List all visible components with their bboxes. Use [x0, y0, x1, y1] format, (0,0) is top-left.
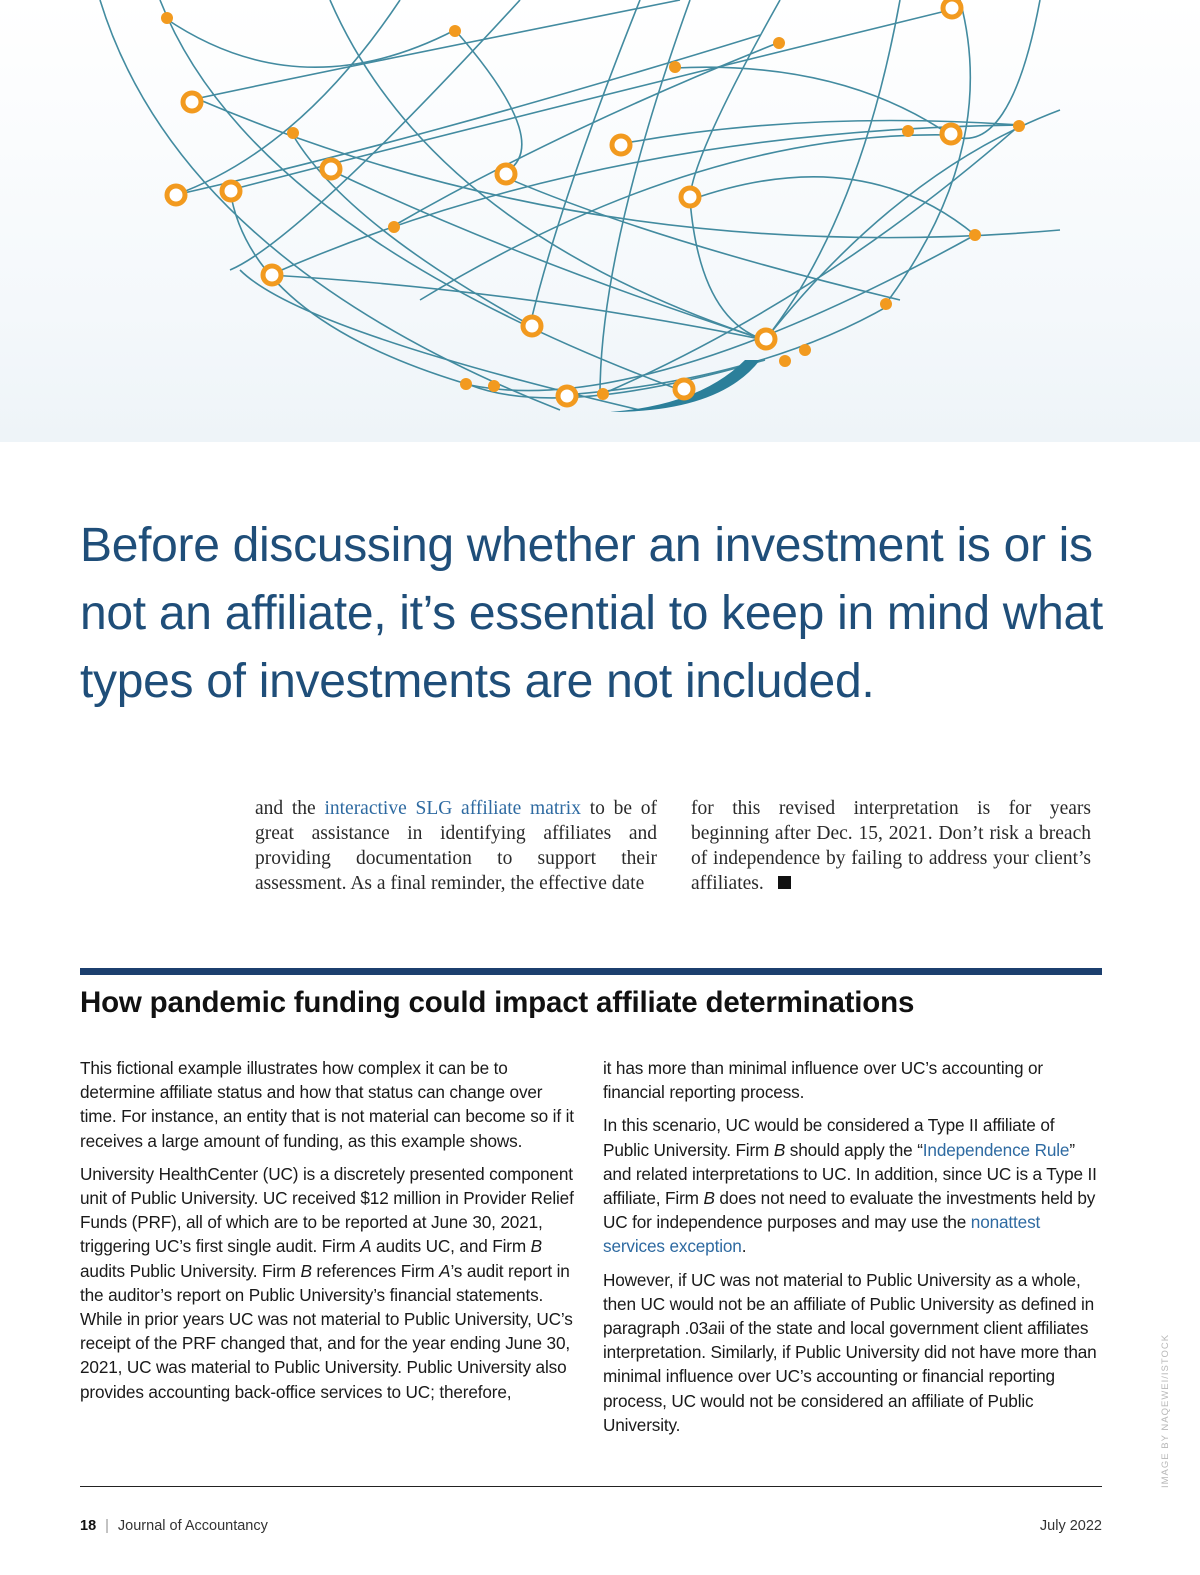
- hero-illustration: [0, 0, 1200, 442]
- sidebar-paragraph: University HealthCenter (UC) is a discretely presented component unit of Public University. UC received $12 million in Provider Relief Funds (PRF), all of which are to be reported at June 30, 2021, triggering UC’s first single audit. Firm A audits UC, and Firm B audits Public University. Firm B references Firm A’s audit report in the auditor’s report on Public University’s financial statements. While in prior years UC was not material to Public University, UC’s receipt of the PRF changed that, and for the year ending June 30, 2021, UC was material to Public University. Public University also provides accounting back-office services to UC; therefore,: [80, 1163, 574, 1402]
- footer-rule: [80, 1486, 1102, 1487]
- network-globe-illustration: [0, 0, 1200, 442]
- slg-affiliate-matrix-link[interactable]: interactive SLG affiliate matrix: [324, 798, 581, 819]
- article-text: and the: [255, 798, 325, 819]
- sidebar-right-column: [603, 1056, 1103, 1446]
- independence-rule-link[interactable]: Independence Rule: [922, 1139, 1070, 1160]
- sidebar-top-rule: [80, 968, 1102, 975]
- sidebar-title: How pandemic funding could impact affiliate determinations: [80, 986, 915, 1019]
- article-end-right-column: [691, 796, 1091, 896]
- article-text: to be of great assistance in identifying affiliates and providing documentation to support their assessment. As a final reminder, the effective date: [255, 798, 657, 894]
- sidebar-paragraph: This fictional example illustrates how complex it can be to determine affiliate status and how that status can change over time. For instance, an entity that is not material can become so if it receives a large amount of funding, as this example shows.: [80, 1058, 574, 1151]
- image-credit: IMAGE BY NAQEWEI/ISTOCK: [1160, 1333, 1171, 1488]
- article-end-left-column: [255, 796, 657, 896]
- black-square-icon: [778, 876, 791, 889]
- sidebar-paragraph: However, if UC was not material to Public University as a whole, then UC would not be an affiliate of Public University as defined in paragraph .03aii of the state and local government client affiliates interpretation. Similarly, if Public University did not have more than minimal influence over UC’s accounting or financial reporting process, UC would not be considered an affiliate of Public University.: [603, 1269, 1097, 1435]
- issue-date: July 2022: [1039, 1518, 1102, 1534]
- sidebar-left-column: [80, 1056, 580, 1413]
- publication-name: Journal of Accountancy: [117, 1518, 268, 1534]
- page-number: 18: [80, 1518, 97, 1534]
- article-text: for this revised interpretation is for years beginning after Dec. 15, 2021. Don’t risk a breach of independence by failing to address your client’s affiliates.: [691, 798, 1091, 894]
- nonattest-services-exception-link[interactable]: nonattest services exception: [603, 1212, 1041, 1257]
- sidebar-paragraph: it has more than minimal influence over UC’s accounting or financial reporting process.: [603, 1058, 1043, 1103]
- sidebar-paragraph: In this scenario, UC would be considered a Type II affiliate of Public University. Firm B should apply the “Independence Rule” and related interpretations to UC. In addition, since UC is a Type II affiliate, Firm B does not need to evaluate the investments held by UC for independence purposes and may use the nonattest services exception.: [603, 1115, 1097, 1257]
- pull-quote: Before discussing whether an investment is or is not an affiliate, it’s essential to keep in mind what types of investments are not included.: [80, 519, 1103, 708]
- footer-separator: |: [105, 1518, 109, 1534]
- footer-left: [80, 1518, 268, 1534]
